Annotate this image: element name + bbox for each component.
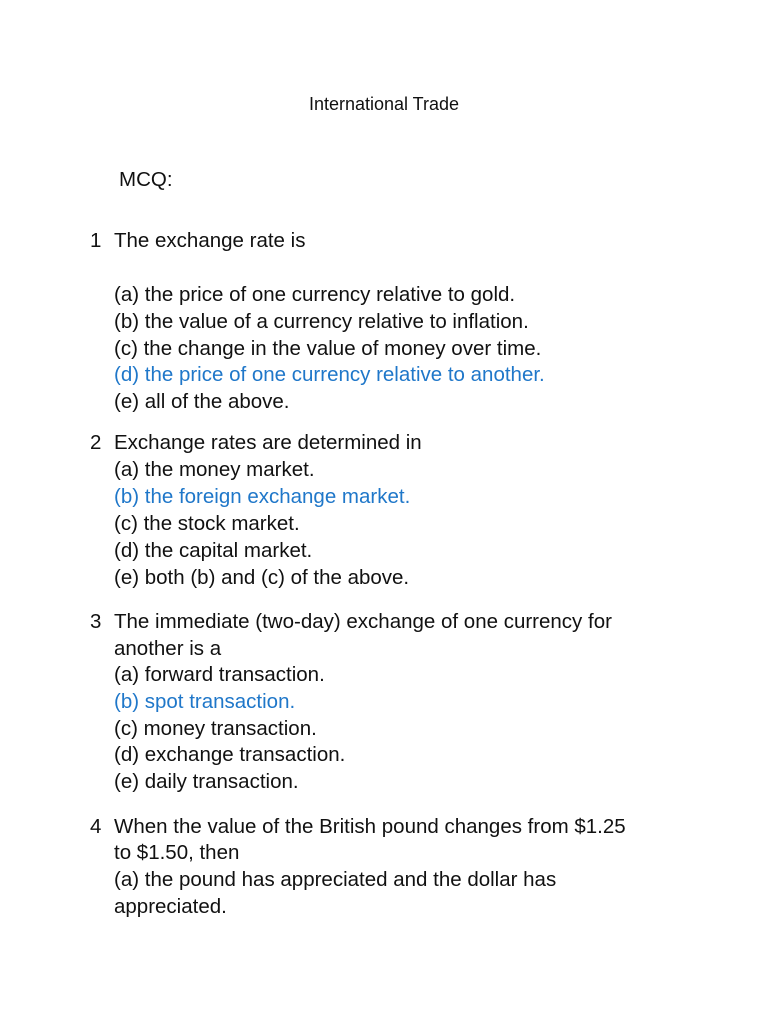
- question-stem: The exchange rate is: [114, 229, 306, 252]
- option-a: (a) the money market.: [114, 458, 315, 481]
- option-d: (d) exchange transaction.: [114, 743, 346, 766]
- option-e: (e) both (b) and (c) of the above.: [114, 566, 410, 589]
- question-number: 3: [90, 610, 102, 633]
- option-d: (d) the capital market.: [114, 539, 313, 562]
- option-c: (c) the stock market.: [114, 512, 300, 535]
- section-heading: MCQ:: [119, 168, 173, 191]
- question-stem-line-1: The immediate (two-day) exchange of one currency for: [114, 610, 612, 633]
- option-b: (b) the value of a currency relative to inflation.: [114, 310, 529, 333]
- option-e: (e) daily transaction.: [114, 770, 299, 793]
- option-e: (e) all of the above.: [114, 390, 290, 413]
- option-a: (a) the price of one currency relative to gold.: [114, 283, 516, 306]
- option-a: (a) forward transaction.: [114, 663, 325, 686]
- option-b-correct: (b) spot transaction.: [114, 690, 296, 713]
- option-a-line-2: appreciated.: [114, 895, 227, 918]
- question-number: 4: [90, 815, 102, 838]
- document-title: International Trade: [308, 94, 460, 114]
- question-number: 2: [90, 431, 102, 454]
- option-c: (c) money transaction.: [114, 717, 317, 740]
- option-b-correct: (b) the foreign exchange market.: [114, 485, 411, 508]
- question-stem-line-1: When the value of the British pound changes from $1.25: [114, 815, 626, 838]
- option-c: (c) the change in the value of money over time.: [114, 337, 542, 360]
- question-number: 1: [90, 229, 102, 252]
- question-stem-line-2: to $1.50, then: [114, 841, 240, 864]
- question-stem: Exchange rates are determined in: [114, 431, 422, 454]
- question-stem-line-2: another is a: [114, 637, 222, 660]
- option-a-line-1: (a) the pound has appreciated and the dollar has: [114, 868, 557, 891]
- option-d-correct: (d) the price of one currency relative to another.: [114, 363, 545, 386]
